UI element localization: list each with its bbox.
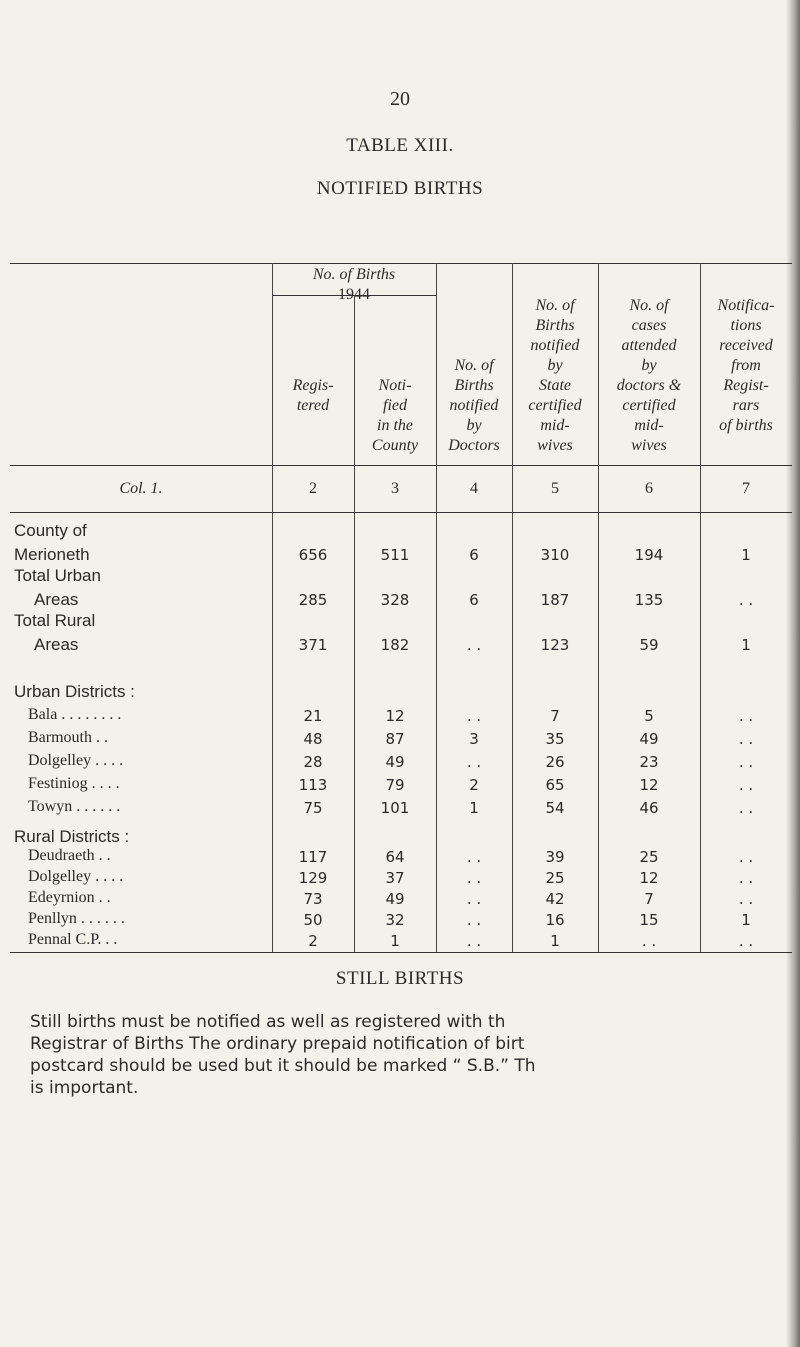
table-cell: . . bbox=[466, 636, 482, 654]
table-cell: 117 bbox=[298, 848, 328, 866]
header-line: Births bbox=[454, 377, 494, 394]
table-title: TABLE XIII. bbox=[346, 135, 454, 156]
table-cell: 7 bbox=[550, 707, 560, 725]
header-line: mid- bbox=[540, 417, 570, 434]
col-number-3: 3 bbox=[391, 480, 399, 497]
header-line: No. of bbox=[535, 297, 575, 314]
table-bottom-rule bbox=[10, 952, 792, 953]
table-cell: 123 bbox=[540, 636, 570, 654]
table-cell: . . bbox=[738, 848, 754, 866]
header-col-3 bbox=[354, 376, 436, 456]
header-line: No. of bbox=[454, 357, 494, 374]
col-number-1: Col. 1. bbox=[119, 480, 163, 497]
table-cell: 1 bbox=[550, 932, 560, 950]
table-cell: . . bbox=[466, 869, 482, 887]
table-cell: . . bbox=[738, 799, 754, 817]
table-cell: 49 bbox=[385, 890, 405, 908]
table-cell: 16 bbox=[545, 911, 565, 929]
table-cell: 48 bbox=[303, 730, 323, 748]
table-cell: 285 bbox=[298, 591, 328, 609]
table-cell: 49 bbox=[385, 753, 405, 771]
table-cell: 511 bbox=[380, 546, 410, 564]
header-line: doctors & bbox=[616, 377, 682, 394]
table-cell: 5 bbox=[644, 707, 654, 725]
header-col-2 bbox=[272, 376, 354, 416]
table-cell: 371 bbox=[298, 636, 328, 654]
header-line: certified bbox=[622, 397, 676, 414]
header-line: certified bbox=[528, 397, 582, 414]
table-cell: 35 bbox=[545, 730, 565, 748]
table-cell: 73 bbox=[303, 890, 323, 908]
col-number-5: 5 bbox=[551, 480, 559, 497]
summary-row-label: Areas bbox=[34, 635, 79, 654]
table-top-rule bbox=[10, 263, 792, 264]
header-line: 1944 bbox=[338, 286, 370, 303]
table-cell: 12 bbox=[639, 776, 659, 794]
urban-districts-heading: Urban Districts : bbox=[14, 682, 135, 701]
col-number-4: 4 bbox=[470, 480, 478, 497]
table-cell: . . bbox=[738, 869, 754, 887]
table-cell: . . bbox=[466, 753, 482, 771]
paragraph-line-3: postcard should be used but it should be marked “ S.B.” Th bbox=[30, 1056, 536, 1076]
table-cell: 1 bbox=[390, 932, 400, 950]
paragraph-line-1: Still births must be notified as well as registered with th bbox=[30, 1012, 506, 1032]
table-cell: 6 bbox=[469, 546, 479, 564]
header-line: cases bbox=[631, 317, 667, 334]
summary-row-label: Merioneth bbox=[14, 545, 90, 564]
table-subtitle: NOTIFIED BIRTHS bbox=[316, 178, 484, 199]
header-line: State bbox=[539, 377, 571, 394]
table-cell: 39 bbox=[545, 848, 565, 866]
table-cell: 113 bbox=[298, 776, 328, 794]
paragraph-line-2: Registrar of Births The ordinary prepaid notification of birt bbox=[30, 1034, 525, 1054]
summary-row-label: Total Urban bbox=[14, 566, 101, 585]
table-cell: 101 bbox=[380, 799, 410, 817]
table-cell: 32 bbox=[385, 911, 405, 929]
table-cell: . . bbox=[466, 707, 482, 725]
table-cell: 49 bbox=[639, 730, 659, 748]
header-line: mid- bbox=[634, 417, 664, 434]
table-cell: . . bbox=[738, 890, 754, 908]
header-line: wives bbox=[631, 437, 667, 454]
table-cell: 182 bbox=[380, 636, 410, 654]
table-cell: . . bbox=[738, 932, 754, 950]
table-cell: 3 bbox=[469, 730, 479, 748]
colnum-bottom-rule bbox=[10, 512, 792, 513]
header-col-4 bbox=[436, 356, 512, 456]
table-cell: 50 bbox=[303, 911, 323, 929]
urban-row-label: Barmouth . . bbox=[28, 729, 108, 746]
rural-row-label: Edeyrnion . . bbox=[28, 889, 111, 906]
header-line: in the bbox=[377, 417, 413, 434]
urban-row-label: Towyn . . . . . . bbox=[28, 798, 121, 815]
header-line: tered bbox=[296, 397, 330, 414]
table-cell: 25 bbox=[545, 869, 565, 887]
table-cell: 23 bbox=[639, 753, 659, 771]
header-group bbox=[272, 265, 436, 305]
table-cell: . . bbox=[738, 707, 754, 725]
col-number-2: 2 bbox=[309, 480, 317, 497]
table-cell: 87 bbox=[385, 730, 405, 748]
table-cell: 6 bbox=[469, 591, 479, 609]
table-cell: 2 bbox=[308, 932, 318, 950]
table-cell: 46 bbox=[639, 799, 659, 817]
table-cell: . . bbox=[738, 776, 754, 794]
header-line: tions bbox=[730, 317, 762, 334]
header-line: by bbox=[641, 357, 657, 374]
table-cell: 79 bbox=[385, 776, 405, 794]
summary-row-label: Total Rural bbox=[14, 611, 96, 630]
table-cell: 21 bbox=[303, 707, 323, 725]
table-cell: 75 bbox=[303, 799, 323, 817]
table-cell: 194 bbox=[634, 546, 664, 564]
table-cell: . . bbox=[738, 753, 754, 771]
table-cell: 328 bbox=[380, 591, 410, 609]
header-line: rars bbox=[732, 397, 760, 414]
header-col-7 bbox=[700, 296, 792, 436]
header-bottom-rule bbox=[10, 465, 792, 466]
table-cell: . . bbox=[738, 591, 754, 609]
header-line: No. of bbox=[629, 297, 669, 314]
header-line: wives bbox=[537, 437, 573, 454]
table-cell: . . bbox=[466, 890, 482, 908]
rural-row-label: Dolgelley . . . . bbox=[28, 868, 124, 885]
table-cell: 1 bbox=[469, 799, 479, 817]
rural-districts-heading: Rural Districts : bbox=[14, 827, 130, 846]
header-line: Regis- bbox=[292, 377, 334, 394]
table-cell: . . bbox=[641, 932, 657, 950]
header-line: Notifica- bbox=[717, 297, 775, 314]
table-cell: 7 bbox=[644, 890, 654, 908]
rural-row-label: Deudraeth . . bbox=[28, 847, 111, 864]
table-cell: 59 bbox=[639, 636, 659, 654]
still-births-heading: STILL BIRTHS bbox=[335, 968, 465, 989]
header-line: received bbox=[719, 337, 773, 354]
table-cell: 65 bbox=[545, 776, 565, 794]
header-line: by bbox=[466, 417, 482, 434]
table-cell: 1 bbox=[741, 911, 751, 929]
summary-row-label: Areas bbox=[34, 590, 79, 609]
table-cell: 26 bbox=[545, 753, 565, 771]
table-cell: 129 bbox=[298, 869, 328, 887]
header-line: No. of Births bbox=[312, 266, 396, 283]
table-cell: 42 bbox=[545, 890, 565, 908]
table-cell: 37 bbox=[385, 869, 405, 887]
header-col-6 bbox=[598, 296, 700, 456]
page-number: 20 bbox=[390, 88, 410, 110]
col-number-7: 7 bbox=[742, 480, 750, 497]
rural-row-label: Penllyn . . . . . . bbox=[28, 910, 125, 927]
header-line: attended bbox=[621, 337, 677, 354]
rural-row-label: Pennal C.P. . . bbox=[28, 931, 118, 948]
table-cell: . . bbox=[738, 730, 754, 748]
table-cell: . . bbox=[466, 911, 482, 929]
table-cell: 64 bbox=[385, 848, 405, 866]
summary-row-label: County of bbox=[14, 521, 87, 540]
header-line: from bbox=[731, 357, 761, 374]
table-cell: 25 bbox=[639, 848, 659, 866]
header-line: Doctors bbox=[448, 437, 500, 454]
urban-row-label: Bala . . . . . . . . bbox=[28, 706, 122, 723]
col-number-6: 6 bbox=[645, 480, 653, 497]
header-line: Noti- bbox=[378, 377, 412, 394]
header-line: of births bbox=[719, 417, 773, 434]
table-cell: 2 bbox=[469, 776, 479, 794]
urban-row-label: Festiniog . . . . bbox=[28, 775, 120, 792]
table-cell: 187 bbox=[540, 591, 570, 609]
table-cell: 1 bbox=[741, 636, 751, 654]
table-cell: 1 bbox=[741, 546, 751, 564]
table-cell: 135 bbox=[634, 591, 664, 609]
table-cell: 12 bbox=[385, 707, 405, 725]
table-cell: 12 bbox=[639, 869, 659, 887]
table-cell: 15 bbox=[639, 911, 659, 929]
header-line: Regist- bbox=[723, 377, 769, 394]
header-col-5 bbox=[512, 296, 598, 456]
table-cell: 28 bbox=[303, 753, 323, 771]
header-line: County bbox=[371, 437, 419, 454]
header-line: notified bbox=[449, 397, 499, 414]
page-edge-shadow bbox=[786, 0, 800, 1347]
table-cell: . . bbox=[466, 848, 482, 866]
header-line: Births bbox=[535, 317, 575, 334]
header-line: by bbox=[547, 357, 563, 374]
urban-row-label: Dolgelley . . . . bbox=[28, 752, 124, 769]
paragraph-line-4: is important. bbox=[30, 1078, 139, 1098]
table-cell: 656 bbox=[298, 546, 328, 564]
table-cell: . . bbox=[466, 932, 482, 950]
table-cell: 310 bbox=[540, 546, 570, 564]
table-cell: 54 bbox=[545, 799, 565, 817]
header-line: notified bbox=[530, 337, 580, 354]
header-line: fied bbox=[383, 397, 407, 414]
